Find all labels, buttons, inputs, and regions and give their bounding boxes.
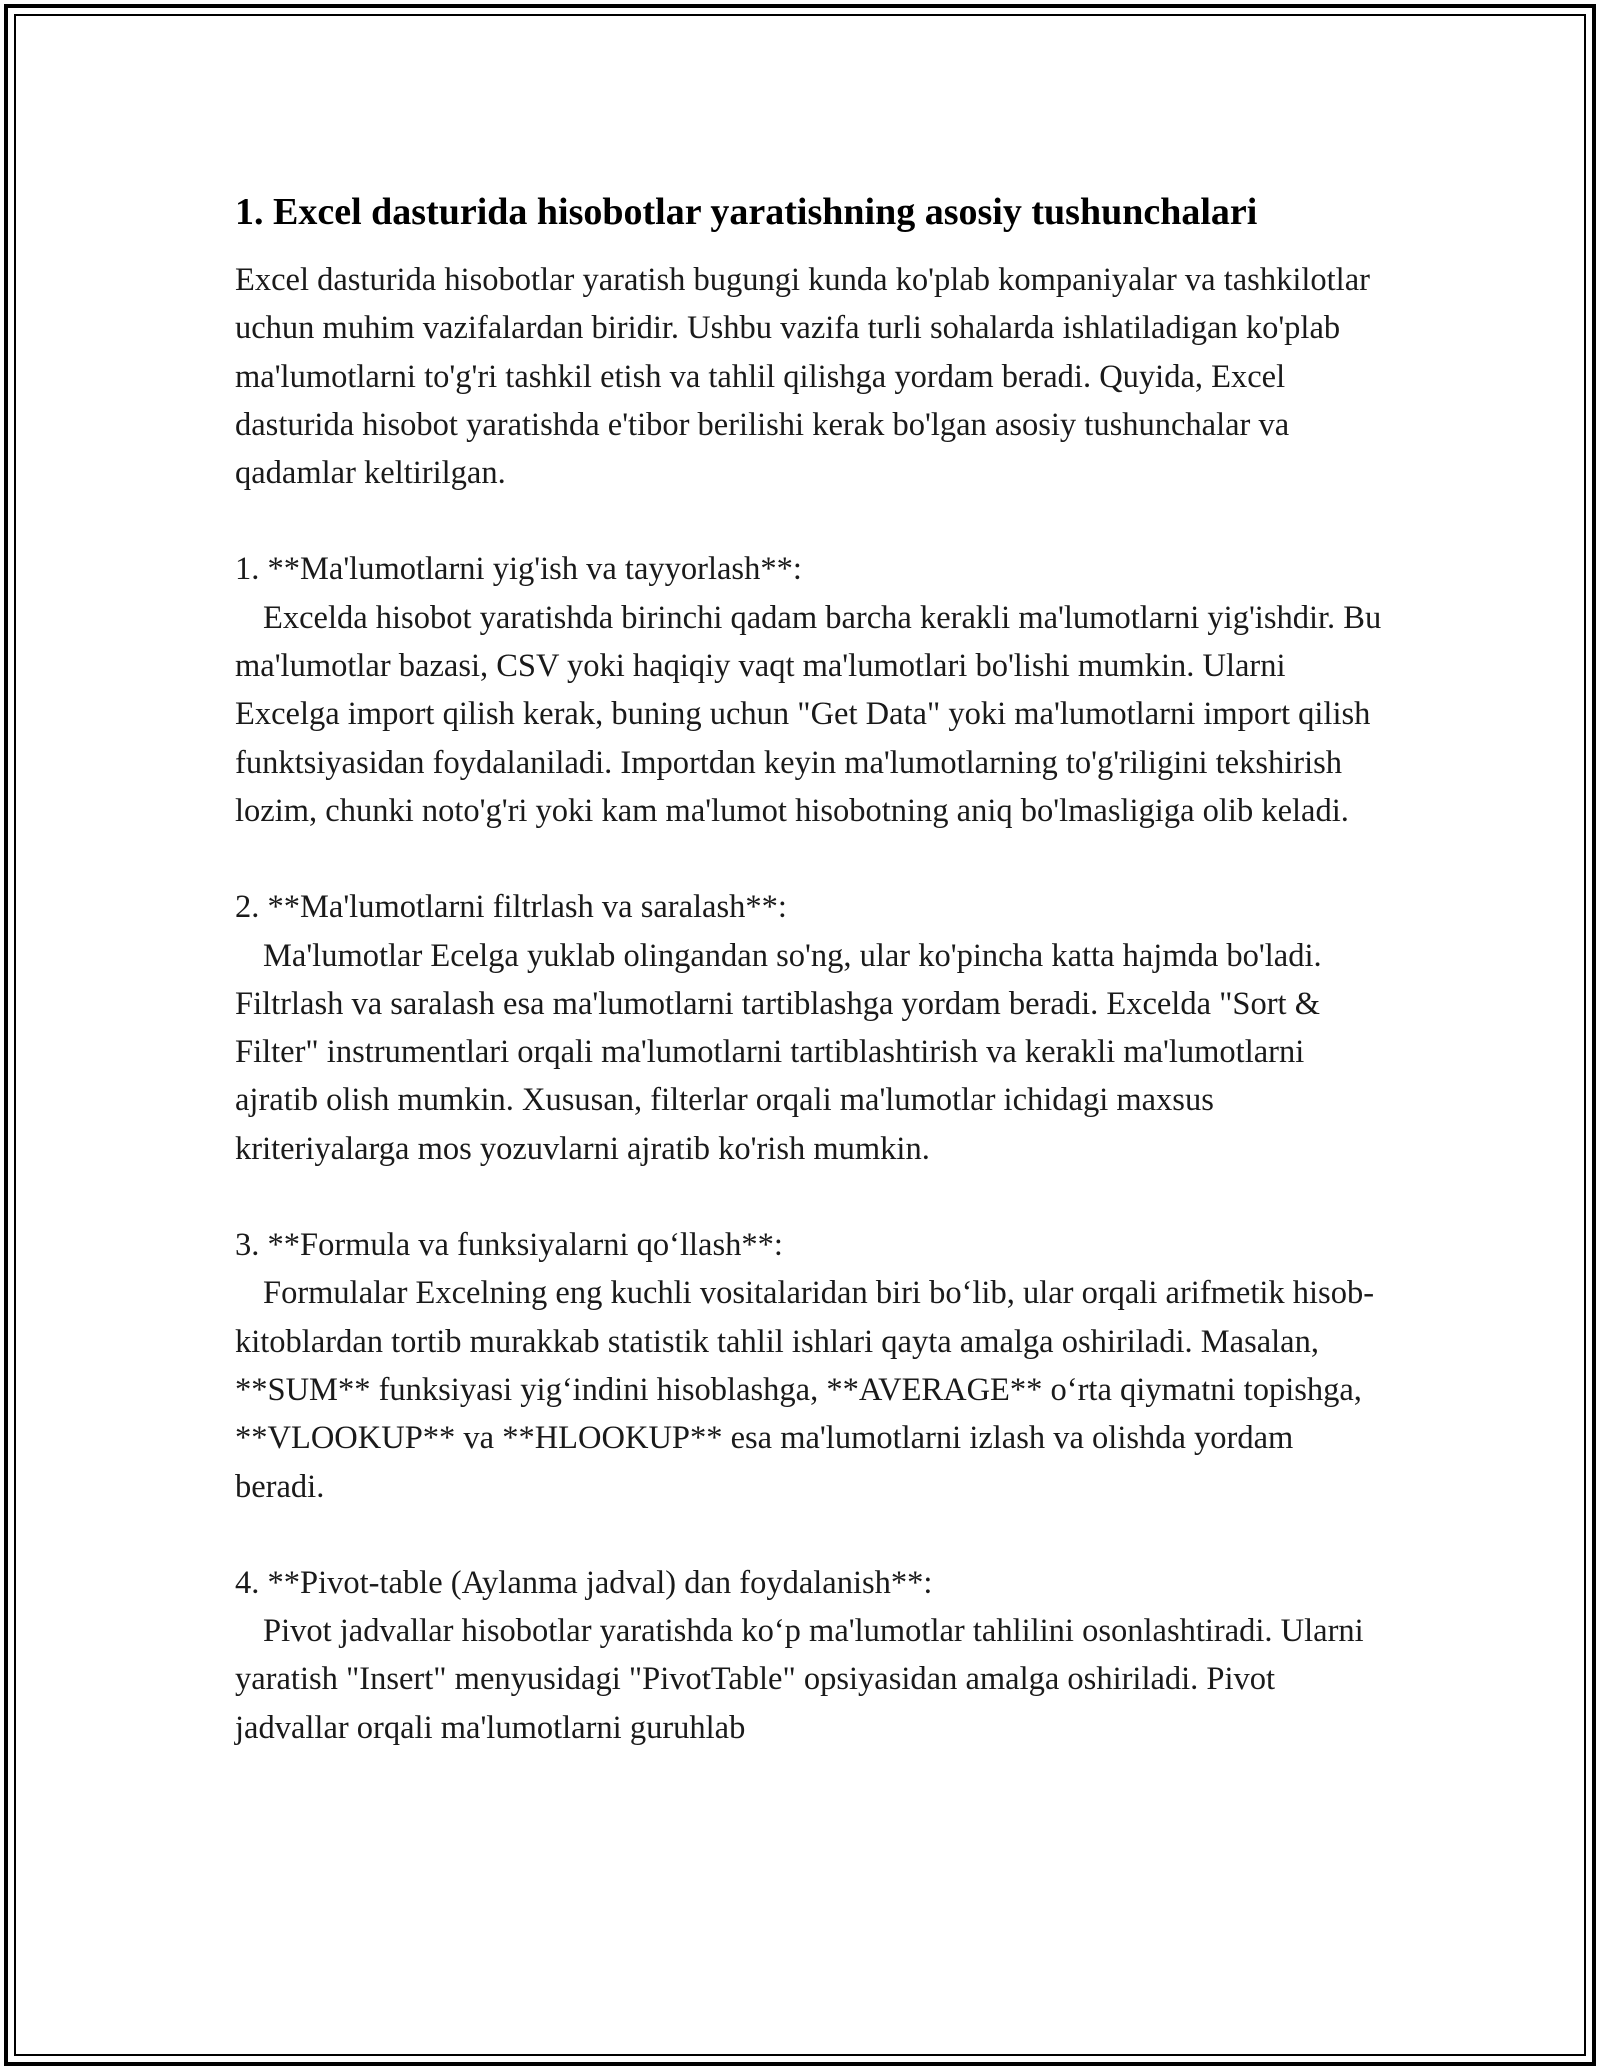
section-body-text: Excelda hisobot yaratishda birinchi qadam barcha kerakli ma'lumotlarni yig'ishdir. Bu ma'lumotlar bazasi, CSV yoki haqiqiy vaqt ma'lumotlari bo'lishi mumkin. Ularni Excelga import qilish kerak, buning uchun "Get Data" yoki ma'lumotlarni import qilish funktsiyasidan foydalaniladi. Importdan keyin ma'lumotlarning to'g'riligini tekshirish lozim, chunki noto'g'ri yoki kam ma'lumot hisobotning aniq bo'lmasligiga olib keladi. bbox=[235, 599, 1382, 829]
section-heading: 3. **Formula va funksiyalarni qo‘llash**: bbox=[235, 1227, 783, 1264]
section-body bbox=[235, 932, 1385, 1173]
document-body bbox=[235, 186, 1385, 1752]
section-filter-sort bbox=[235, 883, 1385, 1173]
section-body bbox=[235, 594, 1385, 835]
section-body-text: Pivot jadvallar hisobotlar yaratishda ko‘p ma'lumotlar tahlilini osonlashtiradi. Ularni yaratish "Insert" menyusidagi "PivotTable" opsiyasidan amalga oshiriladi. Pivot jadvallar orqali ma'lumotlarni guruhlab bbox=[235, 1613, 1364, 1746]
section-heading: 2. **Ma'lumotlarni filtrlash va saralash**: bbox=[235, 889, 787, 926]
section-heading: 1. **Ma'lumotlarni yig'ish va tayyorlash**: bbox=[235, 551, 802, 588]
section-pivot-table bbox=[235, 1559, 1385, 1752]
document-title: 1. Excel dasturida hisobotlar yaratishning asosiy tushunchalari bbox=[235, 191, 1258, 233]
section-heading: 4. **Pivot-table (Aylanma jadval) dan foydalanish**: bbox=[235, 1564, 933, 1601]
section-formulas bbox=[235, 1221, 1385, 1511]
section-body bbox=[235, 1607, 1385, 1752]
section-data-collection bbox=[235, 545, 1385, 835]
intro-paragraph: Excel dasturida hisobotlar yaratish bugungi kunda ko'plab kompaniyalar va tashkilotlar uchun muhim vazifalardan biridir. Ushbu vazifa turli sohalarda ishlatiladigan ko'plab ma'lumotlarni to'g'ri tashkil etish va tahlil qilishga yordam beradi. Quyida, Excel dasturida hisobot yaratishda e'tibor berilishi kerak bo'lgan asosiy tushunchalar va qadamlar keltirilgan. bbox=[235, 262, 1370, 492]
section-body-text: Ma'lumotlar Ecelga yuklab olingandan so'ng, ular ko'pincha katta hajmda bo'ladi. Filtrlash va saralash esa ma'lumotlarni tartiblashga yordam beradi. Excelda "Sort & Filter" instrumentlari orqali ma'lumotlarni tartiblashtirish va kerakli ma'lumotlarni ajratib olish mumkin. Xususan, filterlar orqali ma'lumotlar ichidagi maxsus kriteriyalarga mos yozuvlarni ajratib ko'rish mumkin. bbox=[235, 937, 1322, 1167]
section-body bbox=[235, 1269, 1385, 1510]
section-body-text: Formulalar Excelning eng kuchli vositalaridan biri bo‘lib, ular orqali arifmetik hisob-kitoblardan tortib murakkab statistik tahlil ishlari qayta amalga oshiriladi. Masalan, **SUM** funksiyasi yig‘indini hisoblashga, **AVERAGE** o‘rta qiymatni topishga, **VLOOKUP** va **HLOOKUP** esa ma'lumotlarni izlash va olishda yordam beradi. bbox=[235, 1275, 1375, 1505]
